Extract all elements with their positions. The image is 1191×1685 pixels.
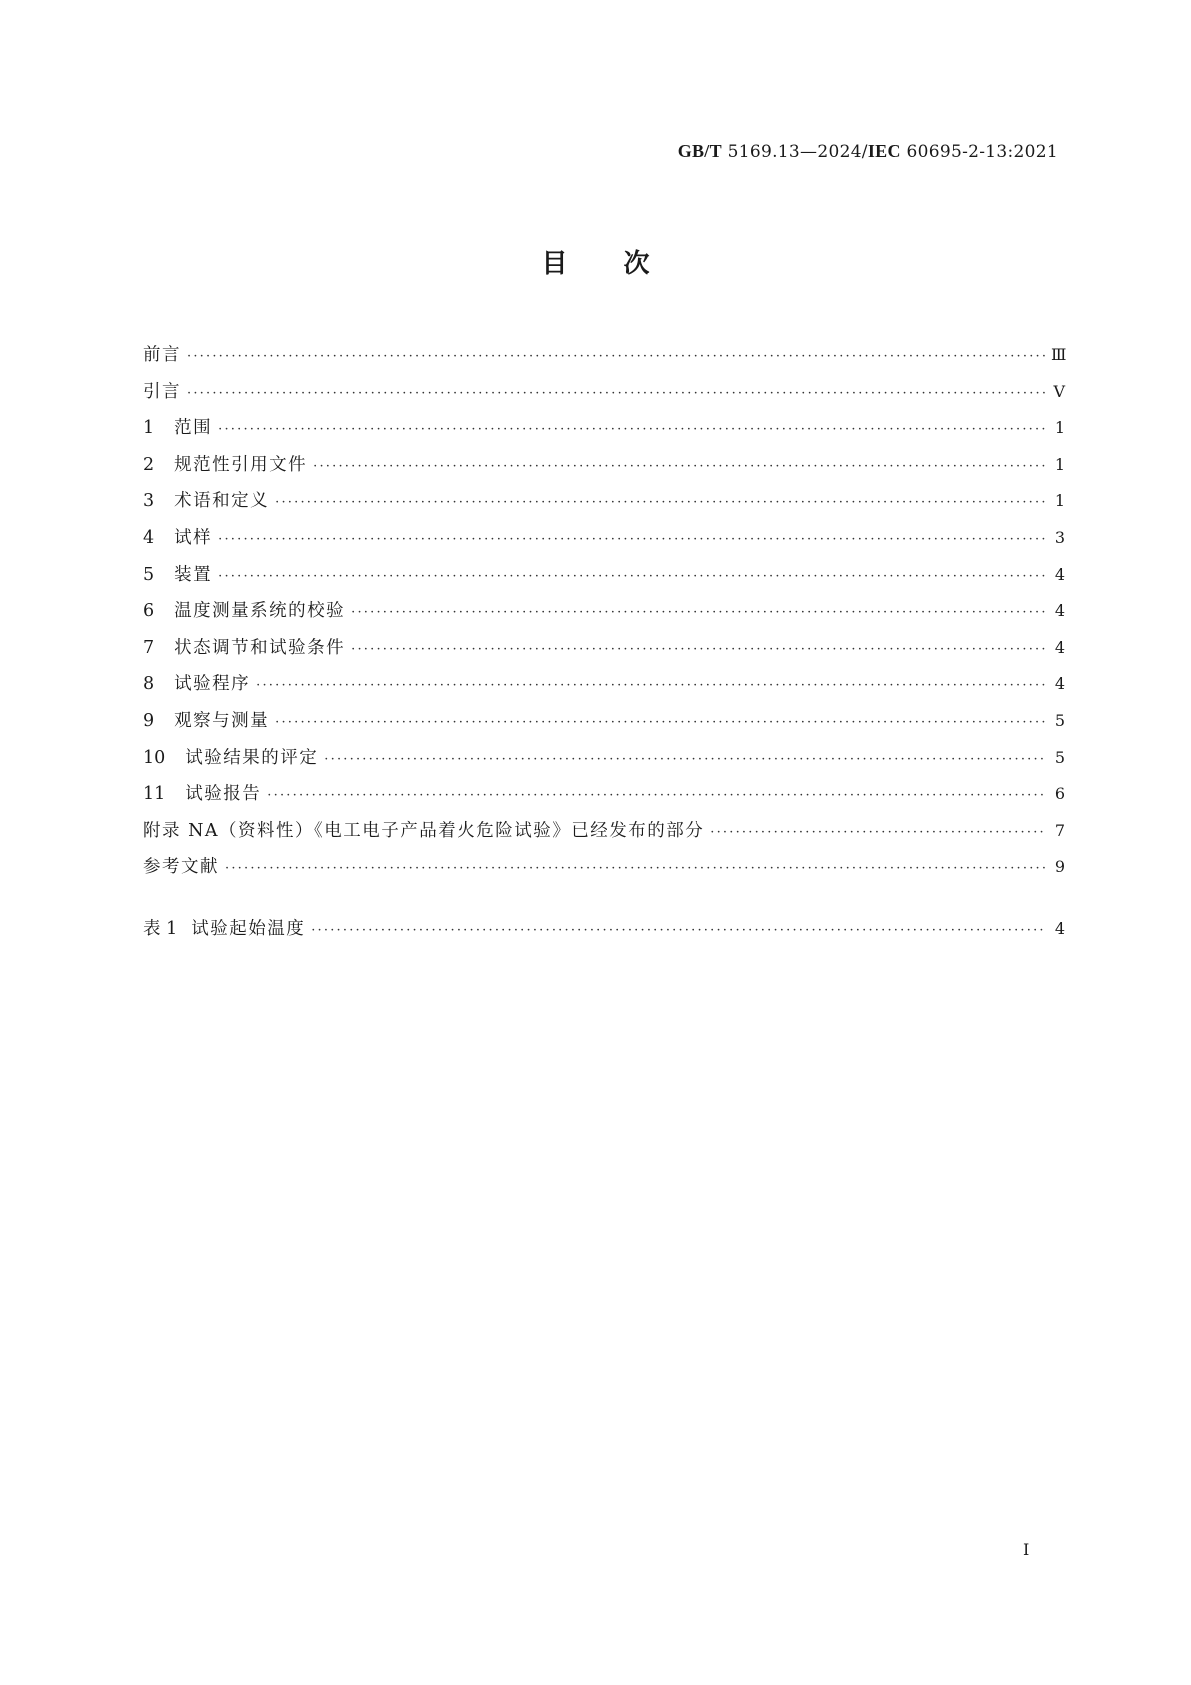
toc-entry[interactable] (143, 337, 1065, 374)
standard-code (678, 141, 1058, 162)
dot-leader (351, 632, 1045, 669)
toc-entry-label: 试验报告 (185, 784, 262, 805)
toc-entry[interactable] (143, 410, 1065, 447)
toc-entry-number: 2 (143, 454, 155, 475)
toc-entry-page: 3 (1054, 527, 1065, 547)
toc-entry-label: 温度测量系统的校验 (174, 601, 346, 622)
toc-entry-page: 6 (1054, 784, 1065, 804)
toc-entry-number: 1 (143, 418, 155, 439)
dot-leader (187, 376, 1045, 413)
toc-entry-page: Ⅴ (1053, 381, 1065, 401)
toc-entry-page: 4 (1054, 637, 1065, 657)
toc-entry-label: 装置 (174, 564, 213, 585)
toc-entry-label: 试验程序 (174, 674, 251, 695)
toc-entry[interactable] (143, 740, 1065, 777)
toc-entry-page: 5 (1054, 710, 1065, 730)
dot-leader (218, 412, 1045, 449)
toc-entry-number: 4 (143, 527, 155, 548)
dot-leader (218, 559, 1045, 596)
dot-leader (256, 668, 1045, 705)
toc-entry-page: 1 (1054, 418, 1065, 438)
dot-leader (187, 339, 1045, 376)
dot-leader (313, 449, 1045, 486)
toc-entry[interactable] (143, 374, 1065, 411)
std-number: 5169.13—2024/ (727, 142, 868, 162)
toc-entry-label: 试验结果的评定 (185, 747, 319, 768)
toc-entry[interactable] (143, 813, 1065, 850)
toc-entry-page: 1 (1054, 491, 1065, 511)
toc-entry[interactable] (143, 447, 1065, 484)
toc-entry[interactable] (143, 557, 1065, 594)
dot-leader (351, 595, 1045, 632)
std-iec-number: 60695-2-13:2021 (906, 142, 1058, 162)
toc-entry-number: 表 1 (143, 918, 178, 939)
std-gbt: GB/T (677, 141, 722, 161)
toc-entry-label: 试样 (174, 527, 213, 548)
toc-entry-page: 4 (1054, 564, 1065, 584)
toc-entry-number: 9 (143, 710, 155, 731)
toc-entry-number: 6 (143, 601, 155, 622)
toc-entry-page: 7 (1054, 820, 1065, 840)
toc-entry-number: 7 (143, 637, 155, 658)
toc-entry-page: 4 (1054, 918, 1065, 938)
std-iec: IEC (867, 141, 901, 161)
dot-leader (710, 815, 1045, 852)
toc-entry-number: 11 (143, 784, 166, 805)
dot-leader (311, 913, 1045, 950)
toc-entry-label: 试验起始温度 (191, 918, 306, 939)
table-of-contents (143, 337, 1065, 948)
dot-leader (218, 522, 1045, 559)
dot-leader (275, 485, 1045, 522)
toc-entry-label: 附录 NA（资料性）《电工电子产品着火危险试验》已经发布的部分 (143, 820, 705, 841)
toc-entry-label: 参考文献 (143, 857, 219, 878)
toc-entry-page: 1 (1054, 454, 1065, 474)
toc-entry-label: 状态调节和试验条件 (174, 637, 346, 658)
toc-entry[interactable] (143, 911, 1065, 948)
toc-entry-page: 9 (1054, 857, 1065, 877)
page-number: Ⅰ (1023, 1540, 1030, 1559)
toc-entry-label: 前言 (143, 345, 181, 365)
dot-leader (324, 742, 1045, 779)
toc-entry-label: 范围 (174, 418, 213, 439)
toc-entry-label: 术语和定义 (174, 491, 270, 512)
toc-entry-number: 10 (143, 747, 166, 768)
toc-entry-number: 8 (143, 674, 155, 695)
dot-leader (267, 778, 1045, 815)
toc-entry[interactable] (143, 776, 1065, 813)
toc-entry-page: Ⅲ (1051, 345, 1067, 364)
toc-entry-page: 5 (1054, 747, 1065, 767)
toc-entry[interactable] (143, 849, 1065, 886)
toc-entry[interactable] (143, 666, 1065, 703)
toc-entry[interactable] (143, 593, 1065, 630)
page-title: 目次 (541, 249, 706, 279)
toc-entry-number: 5 (143, 564, 155, 585)
toc-entry-label: 观察与测量 (174, 710, 270, 731)
toc-entry[interactable] (143, 520, 1065, 557)
toc-entry[interactable] (143, 630, 1065, 667)
toc-entry-number: 3 (143, 491, 155, 512)
toc-entry-label: 规范性引用文件 (174, 454, 308, 475)
dot-leader (225, 851, 1045, 888)
toc-entry[interactable] (143, 703, 1065, 740)
toc-entry-page: 4 (1054, 601, 1065, 621)
dot-leader (275, 705, 1045, 742)
toc-entry-label: 引言 (143, 381, 181, 402)
toc-entry-page: 4 (1054, 674, 1065, 694)
toc-entry[interactable] (143, 483, 1065, 520)
